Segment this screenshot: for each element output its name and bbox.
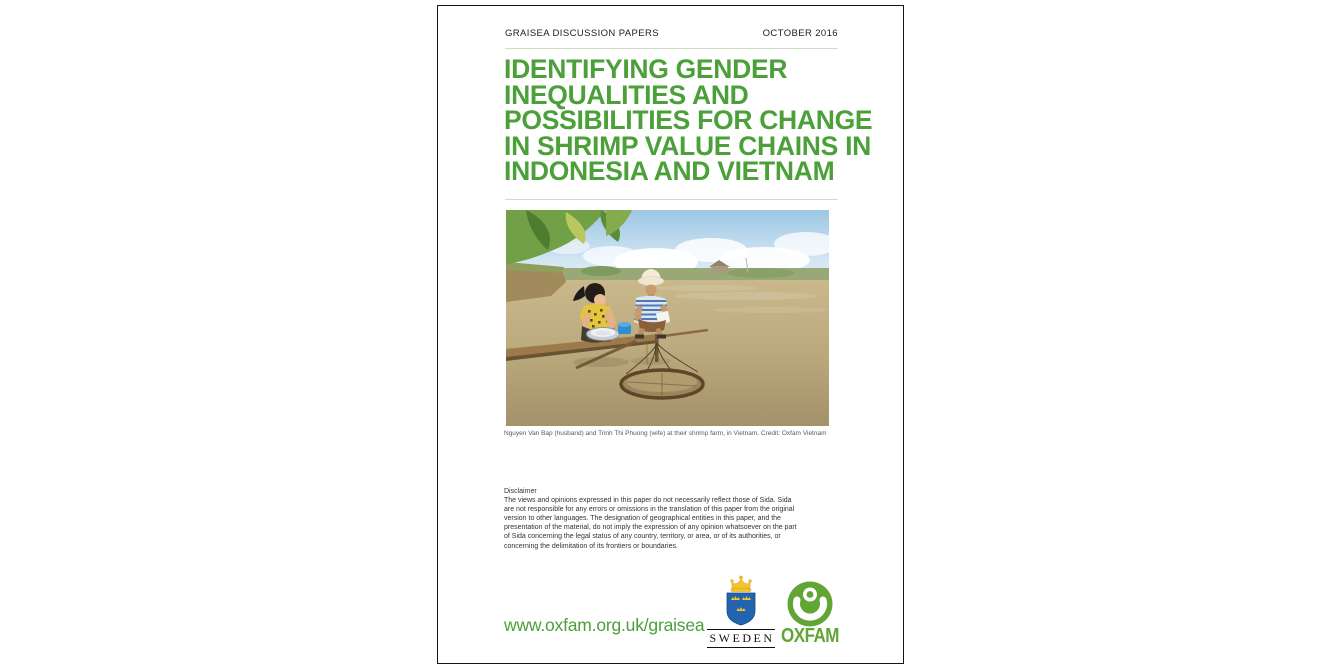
sweden-divider-bottom: [707, 647, 775, 648]
oxfam-wordmark: OXFAM: [781, 624, 839, 647]
oxfam-logo: [781, 581, 839, 648]
sweden-wordmark: SWEDEN: [709, 631, 775, 645]
title-line: INEQUALITIES AND: [504, 79, 749, 110]
page-footer: [504, 572, 839, 648]
sweden-coat-of-arms-icon: [721, 575, 761, 627]
title-line: IN SHRIMP VALUE CHAINS IN: [504, 130, 871, 161]
header-divider: [505, 48, 838, 49]
disclaimer-line: presentation of the material, do not imply the expression of any opinion whatsoever on the part: [504, 524, 797, 532]
disclaimer-heading: Disclaimer: [504, 488, 537, 495]
cover-photo: [506, 210, 829, 426]
shrimp-farm-photo-illustration: [506, 210, 829, 426]
cover-page: [437, 5, 904, 664]
sweden-logo: [707, 575, 775, 648]
report-title: [504, 54, 873, 187]
disclaimer-line: are not responsible for any errors or omissions in the translation of this paper from the original: [504, 506, 795, 514]
title-line: IDENTIFYING GENDER: [504, 54, 788, 84]
logo-row: [707, 575, 839, 648]
disclaimer-line: The views and opinions expressed in this paper do not necessarily reflect those of Sida. Sida: [504, 497, 792, 505]
title-line: INDONESIA AND VIETNAM: [504, 156, 835, 187]
disclaimer-line: concerning the delimitation of its frontiers or boundaries.: [504, 542, 678, 550]
page-header: [505, 28, 838, 39]
series-label: GRAISEA DISCUSSION PAPERS: [505, 28, 659, 39]
disclaimer-line: of Sida concerning the legal status of any country, territory, or area, or of its authorities, or: [504, 533, 781, 541]
photo-caption: Nguyen Van Bap (husband) and Trinh Thi Phuong (wife) at their shrimp farm, in Vietnam. Credit: Oxfam Vietnam: [504, 430, 827, 437]
oxfam-circle-figure-icon: [787, 581, 833, 627]
title-divider: [505, 199, 838, 200]
title-line: POSSIBILITIES FOR CHANGE: [504, 105, 873, 136]
date-label: OCTOBER 2016: [762, 28, 838, 39]
disclaimer-line: version to other languages. The designation of geographical entities in this paper, and the: [504, 515, 781, 523]
disclaimer-block: [504, 487, 797, 551]
website-link[interactable]: www.oxfam.org.uk/graisea: [504, 615, 705, 635]
